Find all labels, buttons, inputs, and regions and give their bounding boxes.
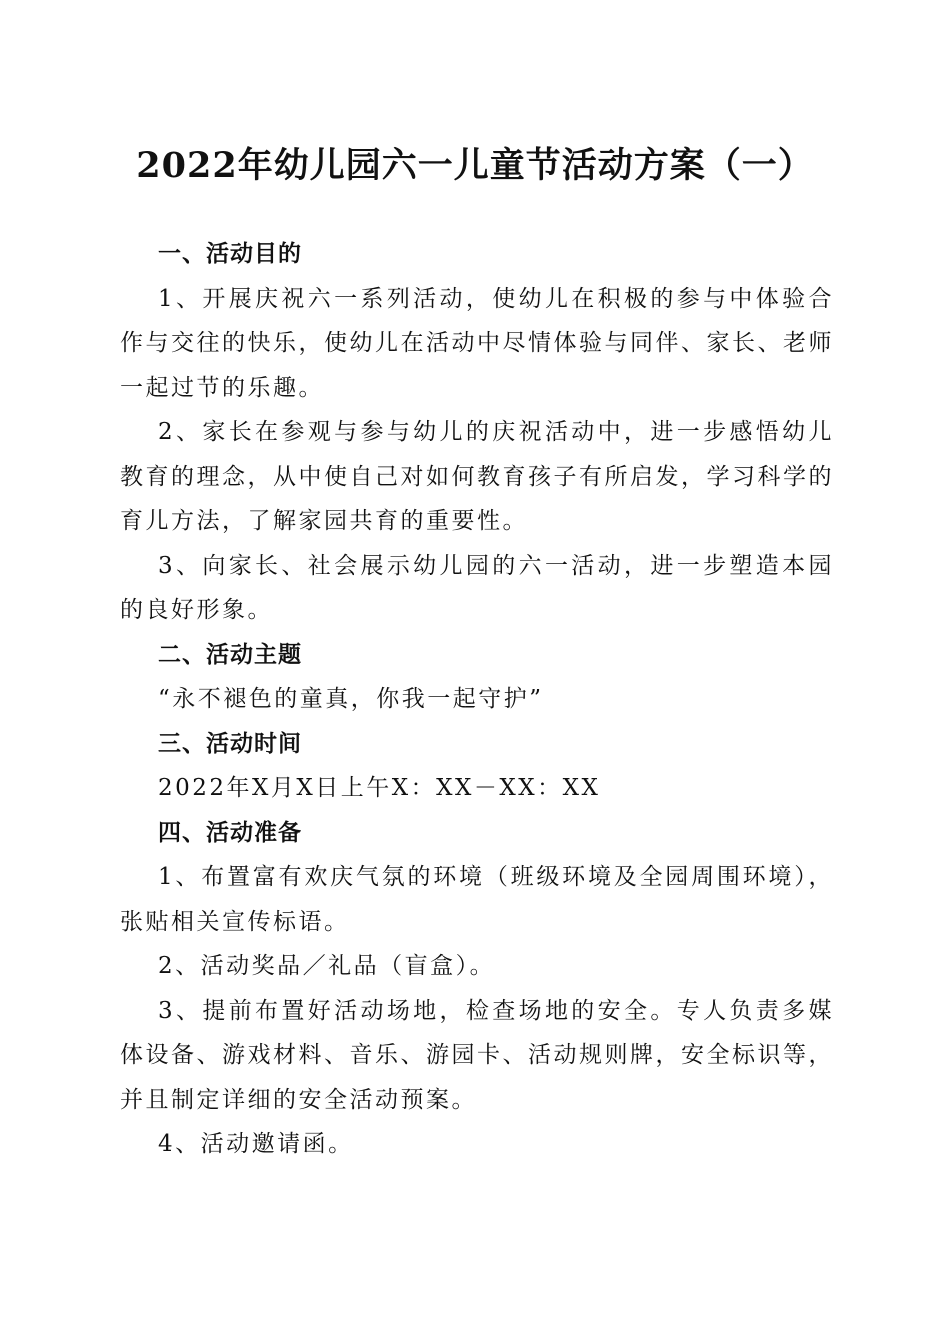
time-text: 2022年X月X日上午X：XX－XX：XX bbox=[158, 775, 601, 801]
goal-item-2: 2、家长在参观与参与幼儿的庆祝活动中，进一步感悟幼儿教育的理念，从中使自己对如何教育孩子有所启发，学习科学的育儿方法，了解家园共育的重要性。 bbox=[120, 419, 834, 534]
document-body bbox=[120, 232, 834, 1167]
preparation-item-1: 1、布置富有欢庆气氛的环境（班级环境及全园周围环境），张贴相关宣传标语。 bbox=[120, 864, 834, 935]
goal-item-1: 1、开展庆祝六一系列活动，使幼儿在积极的参与中体验合作与交往的快乐，使幼儿在活动中尽情体验与同伴、家长、老师一起过节的乐趣。 bbox=[120, 285, 834, 401]
document-title: 2022年幼儿园六一儿童节活动方案（一） bbox=[136, 145, 814, 186]
theme-text: “永不褪色的童真，你我一起守护” bbox=[158, 686, 544, 712]
preparation-item-2: 2、活动奖品／礼品（盲盒）。 bbox=[158, 953, 496, 979]
section-heading-preparation: 四、活动准备 bbox=[158, 819, 302, 846]
section-heading-goal: 一、活动目的 bbox=[158, 241, 302, 267]
preparation-item-4: 4、活动邀请函。 bbox=[158, 1131, 354, 1157]
section-heading-theme: 二、活动主题 bbox=[158, 641, 302, 668]
preparation-item-3: 3、提前布置好活动场地，检查场地的安全。专人负责多媒体设备、游戏材料、音乐、游园卡、活动规则牌，安全标识等，并且制定详细的安全活动预案。 bbox=[120, 997, 834, 1113]
section-heading-time: 三、活动时间 bbox=[158, 730, 302, 757]
goal-item-3: 3、向家长、社会展示幼儿园的六一活动，进一步塑造本园的良好形象。 bbox=[120, 552, 834, 623]
